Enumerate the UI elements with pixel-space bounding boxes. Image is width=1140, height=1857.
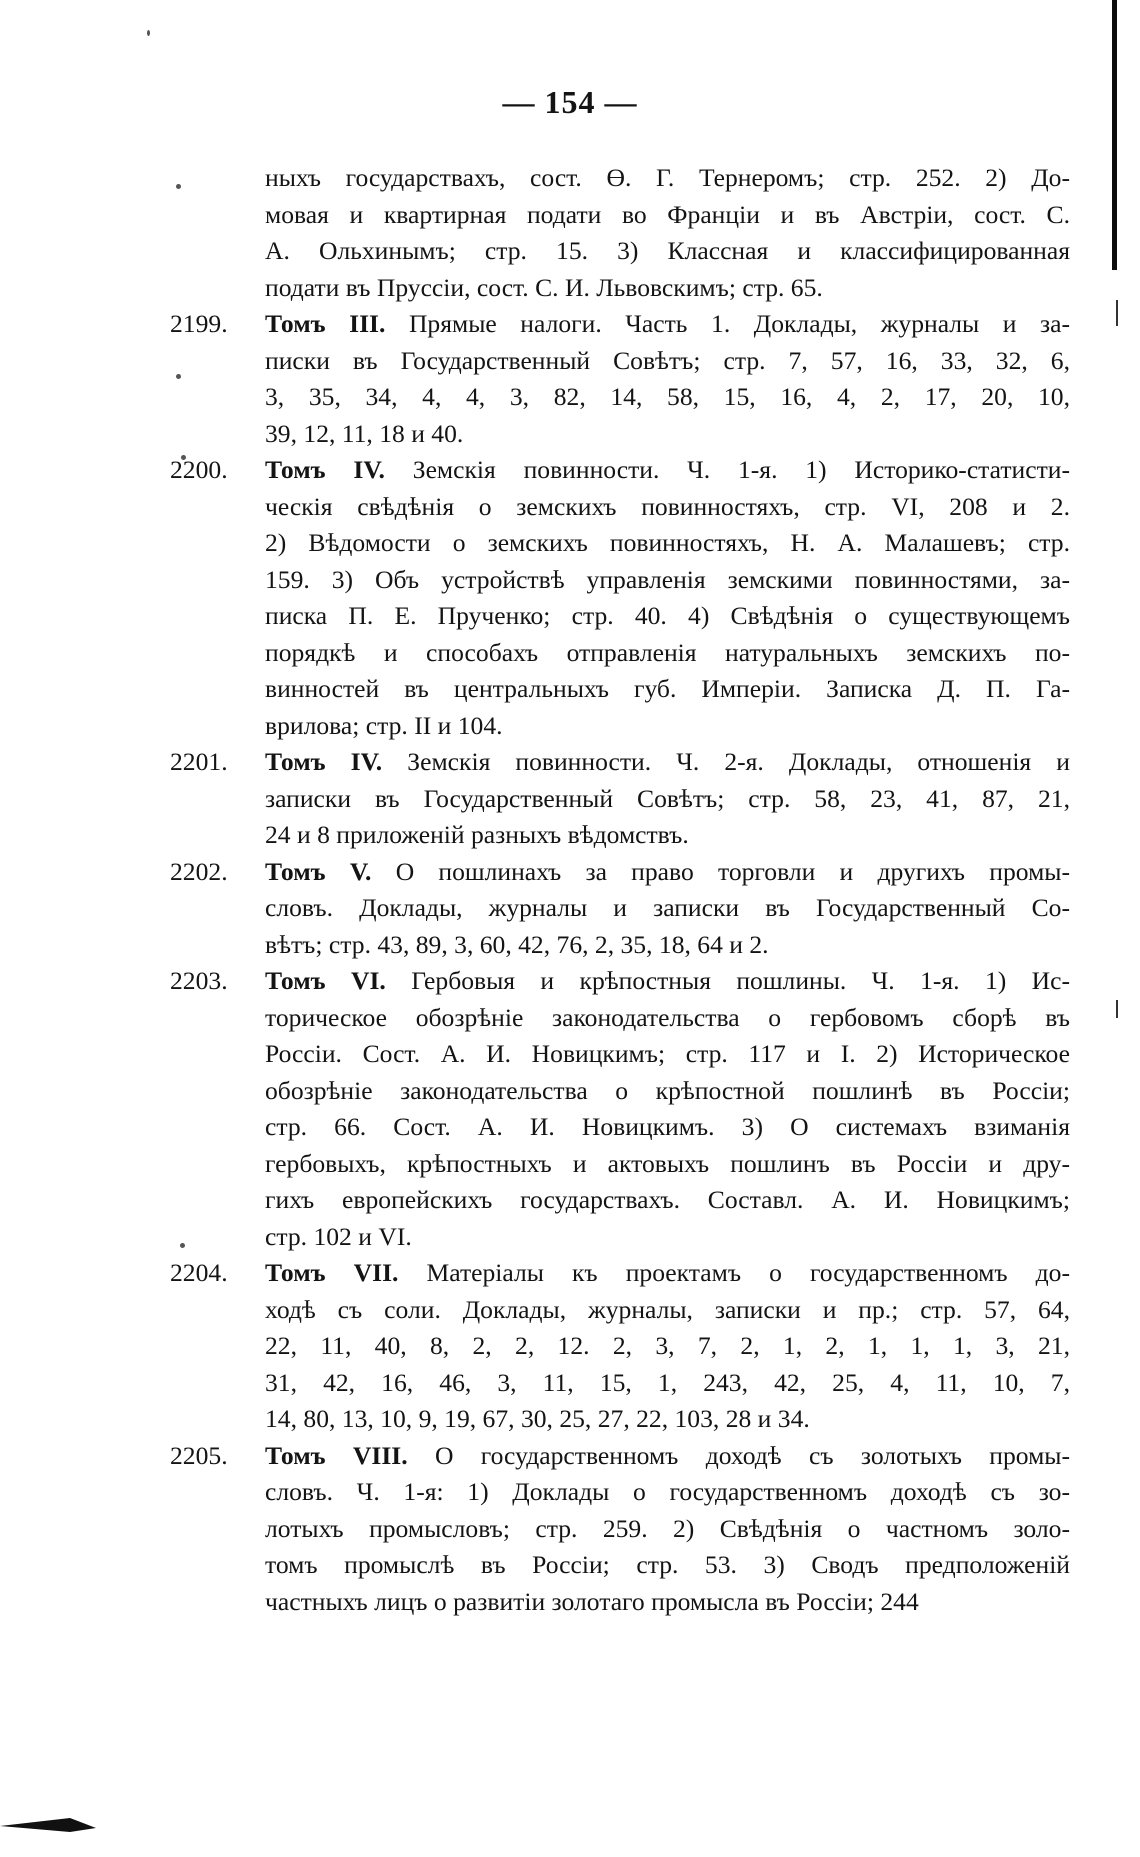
entry-number: 2200. [170, 455, 228, 484]
text-line: гербовыхъ, крѣпостныхъ и актовыхъ пошлинъ въ Россіи и дру- [265, 1148, 1070, 1178]
entry-body [265, 1438, 1070, 1621]
text-line: Россіи. Сост. А. И. Новицкимъ; стр. 117 и I. 2) Историческое [265, 1039, 1070, 1068]
text-line: врилова; стр. II и 104. [265, 710, 503, 740]
line-text: Матеріалы къ проектамъ о государственномъ до- [426, 1258, 1070, 1287]
entry-body [265, 452, 1070, 744]
text-line [265, 744, 1070, 781]
line-text: Гербовыя и крѣпостныя пошлины. Ч. 1-я. 1) Ис- [411, 966, 1071, 995]
volume-label: Томъ VII. [265, 1258, 399, 1287]
text-line [265, 854, 1070, 891]
entry-list [170, 306, 1070, 1620]
corner-arrow-mark [0, 1806, 96, 1846]
text-line: порядкѣ и способахъ отправленія натуральныхъ земскихъ по- [265, 637, 1070, 667]
volume-label: Томъ IV. [265, 747, 383, 776]
entry-number: 2202. [170, 856, 228, 886]
text-line: ныхъ государствахъ, сост. Ө. Г. Тернеромъ; стр. 252. 2) До- [265, 163, 1070, 192]
speck [147, 30, 150, 36]
text-line: лотыхъ промысловъ; стр. 259. 2) Свѣдѣнія о частномъ золо- [265, 1513, 1070, 1543]
catalog-entry [170, 1438, 1070, 1621]
text-line: А. Ольхинымъ; стр. 15. 3) Классная и классифицированная [265, 236, 1070, 265]
text-line: 3, 35, 34, 4, 4, 3, 82, 14, 58, 15, 16, 4, 2, 17, 20, 10, [265, 382, 1070, 411]
catalog-entry [170, 306, 1070, 452]
line-text: Прямые налоги. Часть 1. Доклады, журналы и за- [408, 309, 1071, 338]
entry-body [265, 744, 1070, 854]
entry-body [265, 854, 1070, 964]
edge-tick [1116, 1000, 1118, 1018]
line-text: О пошлинахъ за право торговли и другихъ промы- [395, 856, 1070, 886]
text-line: записки въ Государственный Совѣтъ; стр. 58, 23, 41, 87, 21, [265, 783, 1070, 813]
line-text: Земскія повинности. Ч. 1-я. 1) Историко-статисти- [412, 455, 1071, 484]
catalog-entry [170, 963, 1070, 1255]
text-line [265, 1438, 1070, 1475]
volume-label: Томъ IV. [265, 455, 385, 484]
text-line [265, 306, 1070, 343]
text-line: обозрѣніе законодательства о крѣпостной пошлинѣ въ Россіи; [265, 1075, 1070, 1105]
text-line [265, 963, 1070, 1000]
text-line: мовая и квартирная подати во Франціи и въ Австріи, сост. С. [265, 199, 1070, 229]
catalog-entry [170, 1255, 1070, 1438]
text-line: словъ. Доклады, журналы и записки въ Государственный Со- [265, 893, 1070, 922]
volume-label: Томъ V. [265, 856, 372, 886]
entry-number: 2203. [170, 966, 228, 995]
line-text: О государственномъ доходѣ съ золотыхъ промы- [434, 1440, 1070, 1470]
text-line: ческія свѣдѣнія о земскихъ повинностяхъ, стр. VI, 208 и 2. [265, 491, 1070, 521]
entry-body [265, 963, 1070, 1255]
catalog-entry [170, 854, 1070, 964]
text-line: торическое обозрѣніе законодательства о гербовомъ сборѣ въ [265, 1002, 1070, 1032]
text-line: 159. 3) Объ устройствѣ управленія земскими повинностями, за- [265, 564, 1070, 594]
text-line: 39, 12, 11, 18 и 40. [265, 418, 464, 448]
entry-body [265, 306, 1070, 452]
text-line: 24 и 8 приложеній разныхъ вѣдомствъ. [265, 820, 689, 849]
page-number: — 154 — [502, 84, 638, 120]
text-line: гихъ европейскихъ государствахъ. Составл. А. И. Новицкимъ; [265, 1185, 1070, 1214]
text-line: подати въ Пруссіи, сост. С. И. Львовскимъ; стр. 65. [265, 272, 823, 302]
continued-paragraph [265, 160, 1070, 306]
text-line: 22, 11, 40, 8, 2, 2, 12. 2, 3, 7, 2, 1, 2, 1, 1, 1, 3, 21, [265, 1331, 1070, 1360]
catalog-entry [170, 744, 1070, 854]
text-line: 14, 80, 13, 10, 9, 19, 67, 30, 25, 27, 22, 103, 28 и 34. [265, 1404, 810, 1433]
text-line: 31, 42, 16, 46, 3, 11, 15, 1, 243, 42, 25, 4, 11, 10, 7, [265, 1367, 1070, 1397]
text-line: стр. 102 и VI. [265, 1221, 412, 1251]
text-line: писка П. Е. Прученко; стр. 40. 4) Свѣдѣнія о существующемъ [265, 601, 1070, 630]
text-line: ходѣ съ соли. Доклады, журналы, записки и пр.; стр. 57, 64, [265, 1294, 1070, 1324]
text-line: 2) Вѣдомости о земскихъ повинностяхъ, Н. А. Малашевъ; стр. [265, 528, 1070, 557]
entry-number: 2205. [170, 1440, 228, 1470]
text-line: томъ промыслѣ въ Россіи; стр. 53. 3) Сводъ предположеній [265, 1550, 1070, 1579]
entry-number: 2204. [170, 1258, 228, 1287]
volume-label: Томъ VIII. [265, 1440, 408, 1470]
volume-label: Томъ VI. [265, 966, 386, 995]
text-line [265, 1255, 1070, 1292]
text-line: писки въ Государственный Совѣтъ; стр. 7, 57, 16, 33, 32, 6, [265, 345, 1070, 375]
text-line: винностей въ центральныхъ губ. Имперіи. Записка Д. П. Га- [265, 674, 1070, 703]
edge-tick [1116, 300, 1118, 326]
catalog-entry [170, 452, 1070, 744]
entry-number: 2201. [170, 747, 228, 776]
binding-edge-rule [1112, 0, 1117, 270]
text-line: частныхъ лицъ о развитіи золотаго промысла въ Россіи; 244 [265, 1586, 919, 1616]
line-text: Земскія повинности. Ч. 2-я. Доклады, отношенія и [407, 747, 1070, 776]
volume-label: Томъ III. [265, 309, 386, 338]
text-line: вѣтъ; стр. 43, 89, 3, 60, 42, 76, 2, 35, 18, 64 и 2. [265, 929, 769, 959]
text-line: стр. 66. Сост. А. И. Новицкимъ. 3) О системахъ взиманія [265, 1112, 1070, 1141]
text-line [265, 452, 1070, 489]
text-line: словъ. Ч. 1-я: 1) Доклады о государственномъ доходѣ съ зо- [265, 1477, 1070, 1506]
entry-body [265, 1255, 1070, 1438]
entry-number: 2199. [170, 309, 228, 338]
text-column [170, 160, 1070, 1620]
